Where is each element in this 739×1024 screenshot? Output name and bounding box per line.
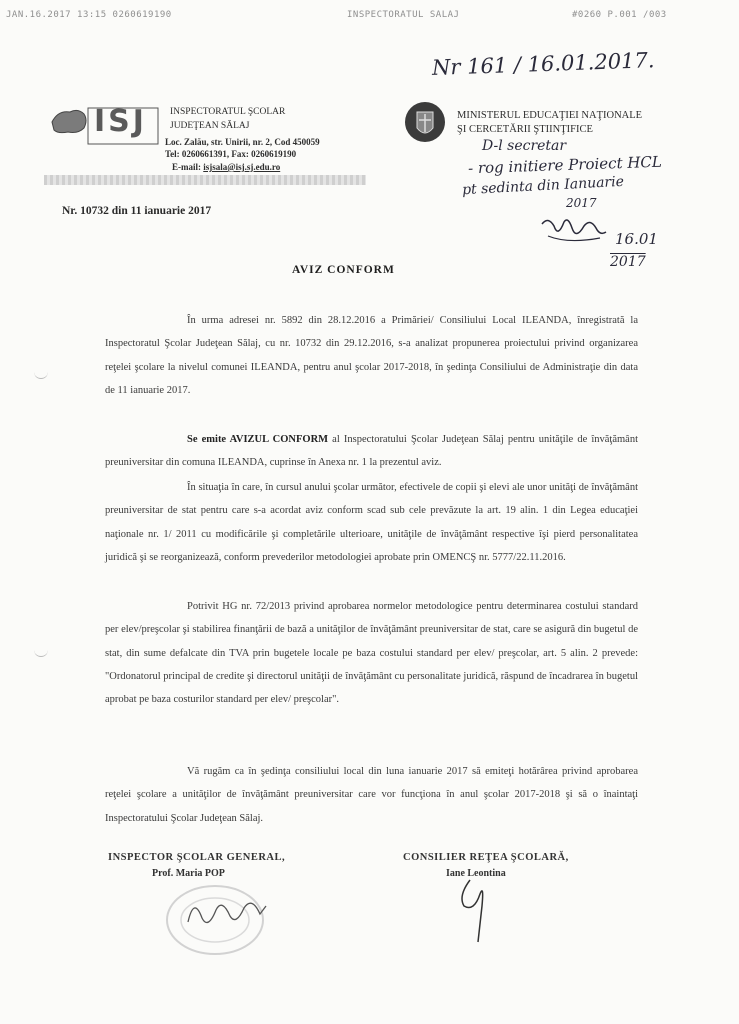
handwritten-note-line2: - rog initiere Proiect HCL xyxy=(467,152,663,178)
handwritten-note-line3: pt sedinta din Ianuarie xyxy=(461,173,625,199)
signature-left-handwritten xyxy=(182,888,272,943)
isj-tel-fax: Tel: 0260661391, Fax: 0260619190 xyxy=(165,149,297,159)
handwritten-year: 2017 xyxy=(610,254,646,270)
signature-left-title: INSPECTOR ŞCOLAR GENERAL, xyxy=(108,852,286,863)
fax-banding xyxy=(44,175,366,185)
signature-right-handwritten xyxy=(450,876,500,951)
ministry-line1: MINISTERUL EDUCAŢIEI NAŢIONALE xyxy=(457,110,643,121)
document-title: AVIZ CONFORM xyxy=(292,264,395,276)
handwritten-registration: Nr 161 / 16.01.2017. xyxy=(431,48,655,80)
handwritten-note-line4: 2017 xyxy=(566,196,597,210)
isj-email-link[interactable]: isjsala@isj.sj.edu.ro xyxy=(203,162,281,172)
margin-mark xyxy=(34,648,48,657)
handwritten-date: 16.01 xyxy=(615,230,658,248)
document-number: Nr. 10732 din 11 ianuarie 2017 xyxy=(62,205,212,217)
fax-header-right: #0260 P.001 /003 xyxy=(572,10,667,20)
isj-logo xyxy=(48,102,160,148)
ministry-crest xyxy=(403,98,447,151)
paragraph-3: În situaţia în care, în cursul anului şcolar următor, efectivele de copii şi elevi ale unor unităţi de învăţământ preuniversitar de stat pentru care s-a acordat aviz conform scad sub cele prevăzute la art. 19 alin. 1 din Legea educaţiei naţionale nr. 1/ 2011 cu modificările şi completările ulterioare, unităţile de învăţământ respective îşi pierd personalitatea juridică şi se reorganizează, conform prevederilor metodologiei aprobate prin OMENCŞ nr. 5777/22.11.2016. xyxy=(105,482,638,563)
signature-right-name: Iane Leontina xyxy=(446,868,506,879)
paragraph-2 xyxy=(105,428,638,475)
paragraph-1: În urma adresei nr. 5892 din 28.12.2016 a Primăriei/ Consiliului Local ILEANDA, înregistrată la Inspectoratul Şcolar Judeţean Sălaj, cu nr. 10732 din 29.12.2016, s-a analizat propunerea proiectului privind organizarea reţelei şcolare la nivelul comunei ILEANDA, pentru anul şcolar 2017-2018, în şedinţa Consiliului de Administraţie din data de 11 ianuarie 2017. xyxy=(105,315,638,396)
paragraph-5: Vă rugăm ca în şedinţa consiliului local din luna ianuarie 2017 să emiteţi hotărârea privind aprobarea reţelei şcolare a unităţilor de învăţământ preuniversitar care vor funcţiona în anul şcolar 2017-2018 şi să o înaintaţi Inspectoratului Şcolar Judeţean Sălaj. xyxy=(105,766,638,824)
signature-right-title: CONSILIER REŢEA ŞCOLARĂ, xyxy=(403,852,569,863)
romania-coat-of-arms-icon xyxy=(403,98,447,146)
isj-name-line2: JUDEŢEAN SĂLAJ xyxy=(170,121,250,131)
fax-header-center: INSPECTORATUL SALAJ xyxy=(347,10,460,20)
handwritten-initials-signature xyxy=(538,214,608,253)
fax-header-left: JAN.16.2017 13:15 0260619190 xyxy=(6,10,172,20)
isj-email-row xyxy=(172,161,280,173)
margin-mark xyxy=(34,370,48,379)
handwritten-note-line1: D-l secretar xyxy=(482,138,567,154)
isj-name-line1: INSPECTORATUL ŞCOLAR xyxy=(170,107,286,117)
paragraph-2-lead: Se emite AVIZUL CONFORM xyxy=(187,434,329,445)
signature-left-name: Prof. Maria POP xyxy=(152,868,225,879)
isj-email-label: E-mail: xyxy=(172,162,201,172)
isj-address: Loc. Zalău, str. Unirii, nr. 2, Cod 450059 xyxy=(165,137,320,147)
paragraph-2-rest: al Inspectoratului Şcolar Judeţean Sălaj pentru unităţile de învăţământ preuniversitar din comuna ILEANDA, cuprinse în Anexa nr. 1 la prezentul aviz. xyxy=(105,434,638,469)
isj-logo-text: ISJ xyxy=(94,104,147,139)
ministry-line2: ŞI CERCETĂRII ŞTIINŢIFICE xyxy=(457,124,593,135)
paragraph-4: Potrivit HG nr. 72/2013 privind aprobarea normelor metodologice pentru determinarea costului standard per elev/preşcolar şi stabilirea finanţării de bază a unităţilor de învăţământ preuniversitar de stat, care se asigură din bugetul de stat, din sume defalcate din TVA prin bugetele locale pe baza costului standard per elev/ preşcolar, art. 5 alin. 2 prevede: "Ordonatorul principal de credite şi directorul unităţii de învăţământ cu personalitate juridică, răspund de încadrarea în bugetul aprobat pe baza costurilor standard per elev/ preşcolar". xyxy=(105,601,638,706)
